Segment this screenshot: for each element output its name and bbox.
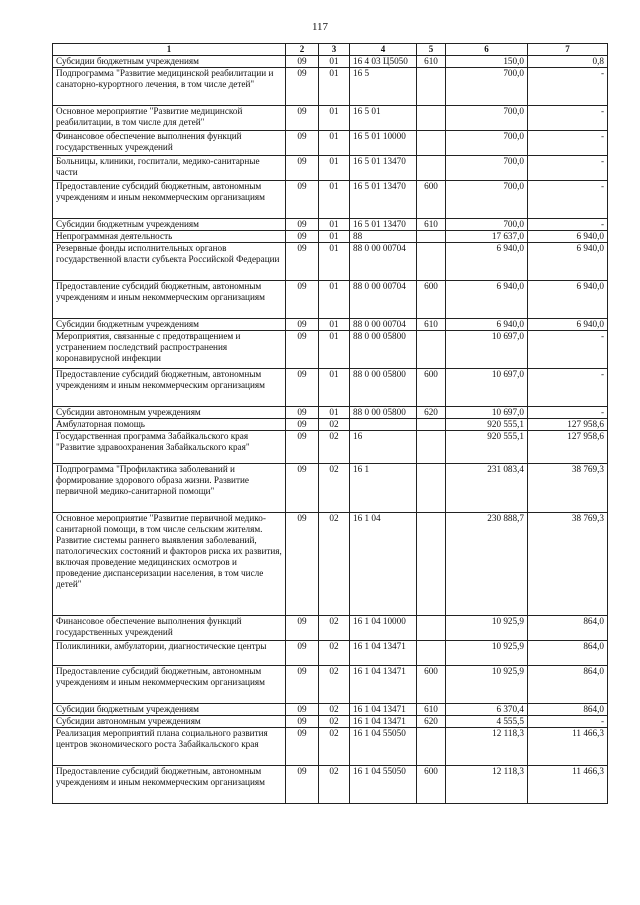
amount-total: 12 118,3 <box>446 728 528 766</box>
amount-federal: - <box>528 156 608 181</box>
section-code: 09 <box>286 319 319 331</box>
subsection-code: 01 <box>319 156 350 181</box>
expense-type-code: 600 <box>417 766 446 804</box>
table-row <box>53 419 608 431</box>
row-name: Субсидии автономным учреждениям <box>53 716 286 728</box>
amount-total: 700,0 <box>446 219 528 231</box>
section-code: 09 <box>286 666 319 704</box>
amount-federal: 0,8 <box>528 56 608 68</box>
table-row <box>53 641 608 666</box>
target-item-code: 88 0 00 00704 <box>350 243 417 281</box>
section-code: 09 <box>286 641 319 666</box>
subsection-code: 02 <box>319 513 350 616</box>
amount-federal: 6 940,0 <box>528 231 608 243</box>
table-row <box>53 243 608 281</box>
amount-federal: 864,0 <box>528 641 608 666</box>
amount-total: 700,0 <box>446 181 528 219</box>
row-name: Субсидии бюджетным учреждениям <box>53 56 286 68</box>
section-code: 09 <box>286 56 319 68</box>
target-item-code: 16 1 04 13471 <box>350 716 417 728</box>
expense-type-code: 620 <box>417 716 446 728</box>
column-header: 3 <box>319 44 350 56</box>
expense-type-code <box>417 728 446 766</box>
target-item-code: 88 0 00 00704 <box>350 281 417 319</box>
amount-federal: 6 940,0 <box>528 243 608 281</box>
expense-type-code: 610 <box>417 704 446 716</box>
target-item-code: 16 4 03 Ц5050 <box>350 56 417 68</box>
section-code: 09 <box>286 331 319 369</box>
row-name: Предоставление субсидий бюджетным, автономным учреждениям и иным некоммерческим организациям <box>53 369 286 407</box>
row-name: Субсидии автономным учреждениям <box>53 407 286 419</box>
expense-type-code <box>417 641 446 666</box>
amount-total: 4 555,5 <box>446 716 528 728</box>
table-row <box>53 704 608 716</box>
expense-type-code: 610 <box>417 219 446 231</box>
expense-type-code <box>417 616 446 641</box>
section-code: 09 <box>286 766 319 804</box>
amount-federal: - <box>528 331 608 369</box>
section-code: 09 <box>286 281 319 319</box>
expense-type-code <box>417 131 446 156</box>
subsection-code: 01 <box>319 56 350 68</box>
amount-federal: 6 940,0 <box>528 319 608 331</box>
table-row <box>53 616 608 641</box>
amount-federal: - <box>528 369 608 407</box>
section-code: 09 <box>286 704 319 716</box>
subsection-code: 02 <box>319 616 350 641</box>
amount-total: 700,0 <box>446 131 528 156</box>
target-item-code: 16 5 <box>350 68 417 106</box>
section-code: 09 <box>286 407 319 419</box>
subsection-code: 01 <box>319 319 350 331</box>
amount-federal: - <box>528 181 608 219</box>
budget-table <box>52 43 608 804</box>
expense-type-code: 620 <box>417 407 446 419</box>
subsection-code: 02 <box>319 728 350 766</box>
table-row <box>53 106 608 131</box>
row-name: Реализация мероприятий плана социального развития центров экономического роста Забайкальского края <box>53 728 286 766</box>
header-row <box>53 44 608 56</box>
table-row <box>53 156 608 181</box>
row-name: Подпрограмма "Профилактика заболеваний и формирование здорового образа жизни. Развитие первичной медико-санитарной помощи" <box>53 464 286 513</box>
expense-type-code <box>417 231 446 243</box>
section-code: 09 <box>286 181 319 219</box>
target-item-code <box>350 419 417 431</box>
section-code: 09 <box>286 513 319 616</box>
amount-federal: 38 769,3 <box>528 513 608 616</box>
amount-total: 150,0 <box>446 56 528 68</box>
row-name: Предоставление субсидий бюджетным, автономным учреждениям и иным некоммерческим организациям <box>53 181 286 219</box>
amount-total: 10 697,0 <box>446 369 528 407</box>
amount-federal: - <box>528 68 608 106</box>
subsection-code: 01 <box>319 281 350 319</box>
amount-federal: - <box>528 219 608 231</box>
table-row <box>53 331 608 369</box>
subsection-code: 01 <box>319 407 350 419</box>
table-row <box>53 407 608 419</box>
target-item-code: 16 <box>350 431 417 464</box>
amount-total: 10 925,9 <box>446 641 528 666</box>
target-item-code: 16 5 01 10000 <box>350 131 417 156</box>
amount-federal: 38 769,3 <box>528 464 608 513</box>
row-name: Финансовое обеспечение выполнения функций государственных учреждений <box>53 616 286 641</box>
column-header: 7 <box>528 44 608 56</box>
expense-type-code <box>417 331 446 369</box>
subsection-code: 02 <box>319 666 350 704</box>
target-item-code: 16 1 04 55050 <box>350 766 417 804</box>
table-body <box>53 56 608 804</box>
expense-type-code: 600 <box>417 369 446 407</box>
row-name: Предоставление субсидий бюджетным, автономным учреждениям и иным некоммерческим организациям <box>53 766 286 804</box>
row-name: Подпрограмма "Развитие медицинской реабилитации и санаторно-курортного лечения, в том числе детей" <box>53 68 286 106</box>
expense-type-code <box>417 464 446 513</box>
amount-total: 920 555,1 <box>446 419 528 431</box>
amount-total: 700,0 <box>446 156 528 181</box>
expense-type-code <box>417 513 446 616</box>
amount-total: 6 940,0 <box>446 281 528 319</box>
target-item-code: 16 1 <box>350 464 417 513</box>
target-item-code: 16 5 01 13470 <box>350 181 417 219</box>
subsection-code: 02 <box>319 641 350 666</box>
target-item-code: 16 1 04 10000 <box>350 616 417 641</box>
amount-federal: 6 940,0 <box>528 281 608 319</box>
subsection-code: 02 <box>319 766 350 804</box>
section-code: 09 <box>286 616 319 641</box>
target-item-code: 16 1 04 55050 <box>350 728 417 766</box>
target-item-code: 88 0 00 05800 <box>350 331 417 369</box>
table-row <box>53 131 608 156</box>
table-row <box>53 231 608 243</box>
section-code: 09 <box>286 369 319 407</box>
row-name: Мероприятия, связанные с предотвращением и устранением последствий распространения коронавирусной инфекции <box>53 331 286 369</box>
subsection-code: 01 <box>319 219 350 231</box>
row-name: Субсидии бюджетным учреждениям <box>53 219 286 231</box>
expense-type-code: 600 <box>417 281 446 319</box>
table-row <box>53 464 608 513</box>
amount-total: 6 940,0 <box>446 243 528 281</box>
amount-federal: - <box>528 716 608 728</box>
expense-type-code: 600 <box>417 181 446 219</box>
page-number: 117 <box>311 21 329 33</box>
table-row <box>53 666 608 704</box>
table-row <box>53 68 608 106</box>
subsection-code: 02 <box>319 431 350 464</box>
amount-total: 700,0 <box>446 106 528 131</box>
section-code: 09 <box>286 219 319 231</box>
amount-federal: 864,0 <box>528 616 608 641</box>
amount-total: 920 555,1 <box>446 431 528 464</box>
column-header: 2 <box>286 44 319 56</box>
amount-total: 10 697,0 <box>446 407 528 419</box>
row-name: Предоставление субсидий бюджетным, автономным учреждениям и иным некоммерческим организациям <box>53 666 286 704</box>
amount-total: 17 637,0 <box>446 231 528 243</box>
subsection-code: 01 <box>319 181 350 219</box>
expense-type-code <box>417 431 446 464</box>
table-row <box>53 319 608 331</box>
amount-federal: - <box>528 131 608 156</box>
subsection-code: 02 <box>319 704 350 716</box>
amount-total: 231 083,4 <box>446 464 528 513</box>
column-header: 4 <box>350 44 417 56</box>
amount-total: 230 888,7 <box>446 513 528 616</box>
expense-type-code: 610 <box>417 319 446 331</box>
amount-total: 6 370,4 <box>446 704 528 716</box>
target-item-code: 88 0 00 05800 <box>350 369 417 407</box>
expense-type-code: 610 <box>417 56 446 68</box>
section-code: 09 <box>286 728 319 766</box>
table-row <box>53 766 608 804</box>
expense-type-code <box>417 243 446 281</box>
expense-type-code: 600 <box>417 666 446 704</box>
row-name: Государственная программа Забайкальского края "Развитие здравоохранения Забайкальского края" <box>53 431 286 464</box>
target-item-code: 16 5 01 13470 <box>350 219 417 231</box>
row-name: Амбулаторная помощь <box>53 419 286 431</box>
subsection-code: 01 <box>319 331 350 369</box>
amount-total: 10 925,9 <box>446 616 528 641</box>
expense-type-code <box>417 419 446 431</box>
subsection-code: 02 <box>319 716 350 728</box>
amount-federal: - <box>528 106 608 131</box>
row-name: Поликлиники, амбулатории, диагностические центры <box>53 641 286 666</box>
section-code: 09 <box>286 106 319 131</box>
amount-total: 6 940,0 <box>446 319 528 331</box>
amount-total: 700,0 <box>446 68 528 106</box>
row-name: Предоставление субсидий бюджетным, автономным учреждениям и иным некоммерческим организациям <box>53 281 286 319</box>
subsection-code: 02 <box>319 464 350 513</box>
amount-federal: 864,0 <box>528 666 608 704</box>
amount-federal: 11 466,3 <box>528 728 608 766</box>
target-item-code: 16 1 04 13471 <box>350 704 417 716</box>
section-code: 09 <box>286 156 319 181</box>
table-row <box>53 728 608 766</box>
row-name: Финансовое обеспечение выполнения функций государственных учреждений <box>53 131 286 156</box>
amount-total: 10 925,9 <box>446 666 528 704</box>
section-code: 09 <box>286 464 319 513</box>
subsection-code: 01 <box>319 243 350 281</box>
amount-total: 12 118,3 <box>446 766 528 804</box>
table-row <box>53 513 608 616</box>
section-code: 09 <box>286 419 319 431</box>
subsection-code: 02 <box>319 419 350 431</box>
subsection-code: 01 <box>319 369 350 407</box>
amount-federal: 127 958,6 <box>528 419 608 431</box>
section-code: 09 <box>286 716 319 728</box>
row-name: Резервные фонды исполнительных органов государственной власти субъекта Российской Федерации <box>53 243 286 281</box>
table-row <box>53 369 608 407</box>
subsection-code: 01 <box>319 131 350 156</box>
table-row <box>53 181 608 219</box>
table-row <box>53 219 608 231</box>
target-item-code: 88 0 00 05800 <box>350 407 417 419</box>
table-row <box>53 56 608 68</box>
section-code: 09 <box>286 431 319 464</box>
row-name: Больницы, клиники, госпитали, медико-санитарные части <box>53 156 286 181</box>
column-header: 6 <box>446 44 528 56</box>
expense-type-code <box>417 68 446 106</box>
amount-federal: 127 958,6 <box>528 431 608 464</box>
subsection-code: 01 <box>319 231 350 243</box>
section-code: 09 <box>286 68 319 106</box>
target-item-code: 16 5 01 <box>350 106 417 131</box>
amount-federal: 11 466,3 <box>528 766 608 804</box>
subsection-code: 01 <box>319 68 350 106</box>
amount-federal: - <box>528 407 608 419</box>
row-name: Субсидии бюджетным учреждениям <box>53 704 286 716</box>
section-code: 09 <box>286 243 319 281</box>
column-header: 5 <box>417 44 446 56</box>
table-row <box>53 716 608 728</box>
row-name: Основное мероприятие "Развитие первичной медико-санитарной помощи, в том числе сельским жителям. Развитие системы раннего выявления заболеваний, патологических состояний и факторов риска их развития, включая проведение медицинских осмотров и проведение диспансеризации населения, в том числе детей" <box>53 513 286 616</box>
row-name: Основное мероприятие "Развитие медицинской реабилитации, в том числе для детей" <box>53 106 286 131</box>
target-item-code: 16 1 04 <box>350 513 417 616</box>
amount-total: 10 697,0 <box>446 331 528 369</box>
table-row <box>53 281 608 319</box>
table-row <box>53 431 608 464</box>
row-name: Субсидии бюджетным учреждениям <box>53 319 286 331</box>
section-code: 09 <box>286 131 319 156</box>
target-item-code: 16 1 04 13471 <box>350 666 417 704</box>
target-item-code: 88 <box>350 231 417 243</box>
expense-type-code <box>417 156 446 181</box>
target-item-code: 88 0 00 00704 <box>350 319 417 331</box>
target-item-code: 16 5 01 13470 <box>350 156 417 181</box>
row-name: Непрограммная деятельность <box>53 231 286 243</box>
expense-type-code <box>417 106 446 131</box>
section-code: 09 <box>286 231 319 243</box>
amount-federal: 864,0 <box>528 704 608 716</box>
subsection-code: 01 <box>319 106 350 131</box>
target-item-code: 16 1 04 13471 <box>350 641 417 666</box>
column-header: 1 <box>53 44 286 56</box>
